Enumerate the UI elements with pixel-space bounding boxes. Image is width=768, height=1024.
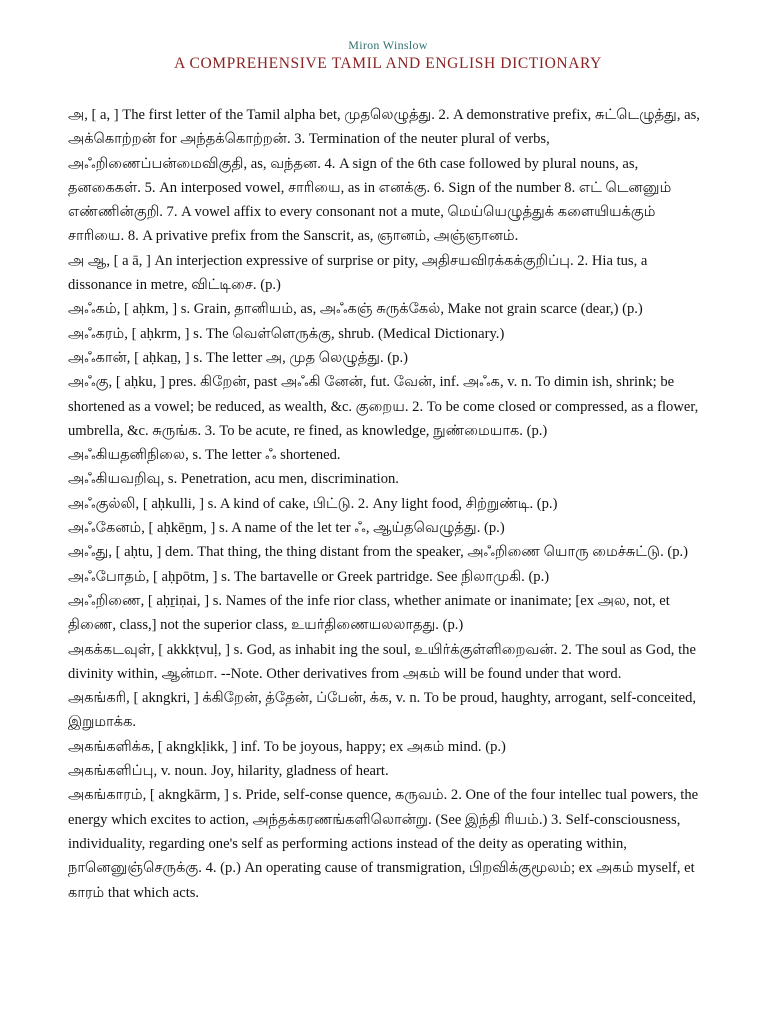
entry-a-aa: அ ஆ, [ a ā, ] An interjection expressive of surprise or pity, அதிசயவிரக்கக்குறிப்பு. 2. Hia tus, a dissonance in metre, விட்டிசை. (p.) [68,252,648,294]
entry-ahpotam: அஃபோதம், [ aḥpōtm, ] s. The bartavelle or Greek partridge. See நிலாமுகி. (p.) [68,568,550,585]
entry-akangaram: அகங்காரம், [ akngkārm, ] s. Pride, self-conse quence, கருவம். 2. One of the four intellec tual powers, the energy which excites to action, அந்தக்கரணங்களிலொன்று. (See இந்தி ரியம்.) 3. Self-consciousness, individuality, regarding one's self as performing actions instead of the deity as operating within, நானெனுஞ்செருக்கு. 4. (p.) An operating cause of transmigration, பிறவிக்குமூலம்; ex அகம் myself, et காரம் that which acts. [68,787,699,901]
entry-ahkulli: அஃகுல்லி, [ aḥkulli, ] s. A kind of cake, பிட்டு. 2. Any light food, சிற்றுண்டி. (p.) [68,495,558,512]
entry-akangalippu: அகங்களிப்பு, v. noun. Joy, hilarity, gladness of heart. [68,763,389,780]
entry-ahkaram: அஃகரம், [ aḥkrm, ] s. The வெள்ளெருக்கு, shrub. (Medical Dictionary.) [68,325,505,342]
entry-ahkiyavarivu: அஃகியவறிவு, s. Penetration, acu men, discrimination. [68,471,399,488]
dictionary-title: A COMPREHENSIVE TAMIL AND ENGLISH DICTIONARY [174,55,602,72]
entry-a: அ, [ a, ] The first letter of the Tamil alpha bet, முதலெழுத்து. 2. A demonstrative prefix, சுட்டெழுத்து, as, அக்கொற்றன் for அந்தக்கொற்றன். 3. Termination of the neuter plural of verbs, அஃறிணைப்பன்மைவிகுதி, as, வந்தன. 4. A sign of the 6th case followed by plural nouns, as, தனகைகள். 5. An interposed vowel, சாரியை, as in எனக்கு. 6. Sign of the number 8. எட் டெனனும் எண்ணின்குறி. 7. A vowel affix to every consonant not a mute, மெய்யெழுத்துக் களையியக்கும் சாரியை. 8. A privative prefix from the Sanscrit, as, ஞானம், அஞ்ஞானம். [68,107,700,245]
dictionary-body [68,103,708,905]
entry-ahku: அஃகு, [ aḥku, ] pres. கிறேன், past அஃகி னேன், fut. வேன், inf. அஃக, v. n. To dimin ish, shrink; be shortened as a vowel; be reduced, as wealth, &c. குறைய. 2. To be come closed or compressed, as a flower, umbrella, &c. சுருங்க. 3. To be acute, re fined, as knowledge, நுண்மையாக. (p.) [68,374,699,439]
page-header [68,38,708,73]
entry-ahkenam: அஃகேனம், [ aḥkēṉm, ] s. A name of the let ter ஃ, ஆய்தவெழுத்து. (p.) [68,520,505,537]
entry-ahtu: அஃது, [ aḥtu, ] dem. That thing, the thing distant from the speaker, அஃறிணை யொரு மைச்சுட்டு. (p.) [68,544,689,561]
entry-ahkan: அஃகான், [ aḥkaṉ, ] s. The letter அ, முத லெழுத்து. (p.) [68,349,408,366]
entry-ahrinai: அஃறிணை, [ aḥṟiṇai, ] s. Names of the infe rior class, whether animate or inanimate; [ex அல, not, et திணை, class,] not the superior class, உயர்திணையலலாதது. (p.) [68,592,670,634]
entry-akangari: அகங்கரி, [ akngkri, ] க்கிறேன், த்தேன், ப்பேன், க்க, v. n. To be proud, haughty, arrogant, self-conceited, இறுமாக்க. [68,690,697,731]
entry-akangalikka: அகங்களிக்க, [ akngkḷikk, ] inf. To be joyous, happy; ex அகம் mind. (p.) [68,738,506,755]
author-name: Miron Winslow [348,38,428,52]
entry-akakkadavul: அகக்கடவுள், [ akkkṭvuḷ, ] s. God, as inhabit ing the soul, உயிர்க்குள்ளிறைவன். 2. The soul as God, the divinity within, ஆன்மா. --Note. Other derivatives from அகம் will be found under that word. [68,641,696,682]
entry-ahkam: அஃகம், [ aḥkm, ] s. Grain, தானியம், as, அஃகஞ் சுருக்கேல், Make not grain scarce (dear,) (p.) [68,301,643,318]
entry-ahkiyathaninilai: அஃகியதனிநிலை, s. The letter ஃ shortened. [68,447,341,464]
